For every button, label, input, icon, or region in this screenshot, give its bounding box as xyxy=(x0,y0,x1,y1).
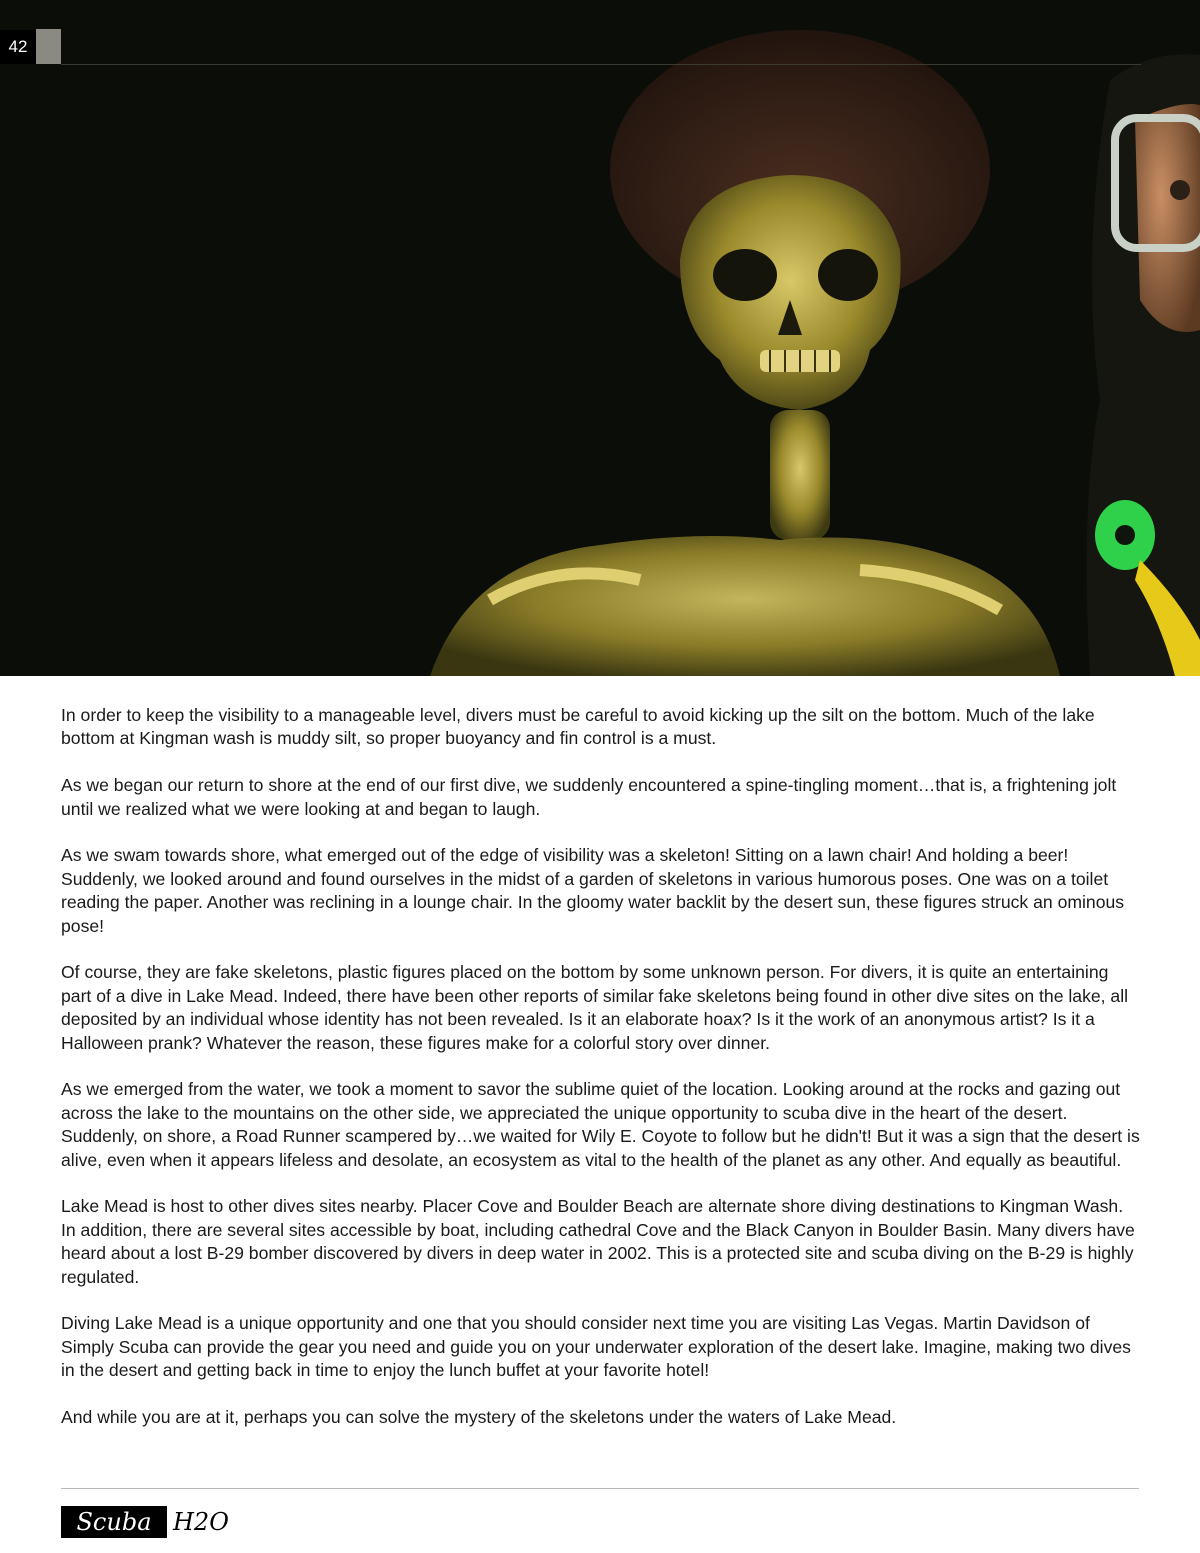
article-body xyxy=(61,704,1141,1453)
paragraph: And while you are at it, perhaps you can solve the mystery of the skeletons under the waters of Lake Mead. xyxy=(61,1407,897,1428)
scuba-h2o-logo xyxy=(61,1506,261,1538)
paragraph: Diving Lake Mead is a unique opportunity and one that you should consider next time you are visiting Las Vegas. Martin Davidson of Simply Scuba can provide the gear you need and guide you on your underwater exploration of the desert lake. Imagine, making two dives in the desert and getting back in time to enjoy the lunch buffet at your favorite hotel! xyxy=(61,1313,1131,1381)
logo-h2o: H2O xyxy=(173,1508,229,1536)
diver-face xyxy=(1135,104,1200,332)
skeleton-diver-illustration xyxy=(0,0,1200,676)
neck-vertebrae xyxy=(770,410,830,540)
eye-socket-right xyxy=(818,249,878,301)
top-rule xyxy=(61,64,1141,65)
page-number: 42 xyxy=(0,30,36,64)
paragraph: Lake Mead is host to other dives sites nearby. Placer Cove and Boulder Beach are alternate shore diving destinations to Kingman Wash. In addition, there are several sites accessible by boat, including cathedral Cove and the Black Canyon in Boulder Basin. Many divers have heard about a lost B-29 bomber discovered by divers in deep water in 2002. This is a protected site and scuba diving on the B-29 is highly regulated. xyxy=(61,1196,1135,1287)
paragraph: As we emerged from the water, we took a moment to savor the sublime quiet of the location. Looking around at the rocks and gazing out across the lake to the mountains on the other side, we appreciated the unique opportunity to scuba dive in the heart of the desert. Suddenly, on shore, a Road Runner scampered by…we waited for Wily E. Coyote to follow but he didn't! But it was a sign that the desert is alive, even when it appears lifeless and desolate, an ecosystem as vital to the health of the planet as any other. And equally as beautiful. xyxy=(61,1079,1140,1170)
eye-socket-left xyxy=(713,249,777,301)
paragraph: As we began our return to shore at the end of our first dive, we suddenly encountered a spine-tingling moment…that is, a frightening jolt until we realized what we were looking at and began to laugh. xyxy=(61,775,1117,819)
footer-rule xyxy=(61,1488,1139,1489)
paragraph: In order to keep the visibility to a manageable level, divers must be careful to avoid kicking up the silt on the bottom. Much of the lake bottom at Kingman wash is muddy silt, so proper buoyancy and fin control is a must. xyxy=(61,705,1095,749)
paragraph: Of course, they are fake skeletons, plastic figures placed on the bottom by some unknown person. For divers, it is quite an entertaining part of a dive in Lake Mead. Indeed, there have been other reports of similar fake skeletons being found in other dive sites on the lake, all deposited by an individual whose identity has not been revealed. Is it an elaborate hoax? Is it the work of an anonymous artist? Is it a Halloween prank? Whatever the reason, these figures make for a colorful story over dinner. xyxy=(61,962,1129,1053)
page-tab xyxy=(36,29,61,64)
diver-eye xyxy=(1170,180,1190,200)
logo-scuba: Scuba xyxy=(61,1506,167,1538)
paragraph: As we swam towards shore, what emerged out of the edge of visibility was a skeleton! Sitting on a lawn chair! And holding a beer! Suddenly, we looked around and found ourselves in the midst of a garden of skeletons in various humorous poses. One was on a toilet reading the paper. Another was reclining in a lounge chair. In the gloomy water backlit by the desert sun, these figures struck an ominous pose! xyxy=(61,845,1125,936)
hero-photo xyxy=(0,0,1200,676)
